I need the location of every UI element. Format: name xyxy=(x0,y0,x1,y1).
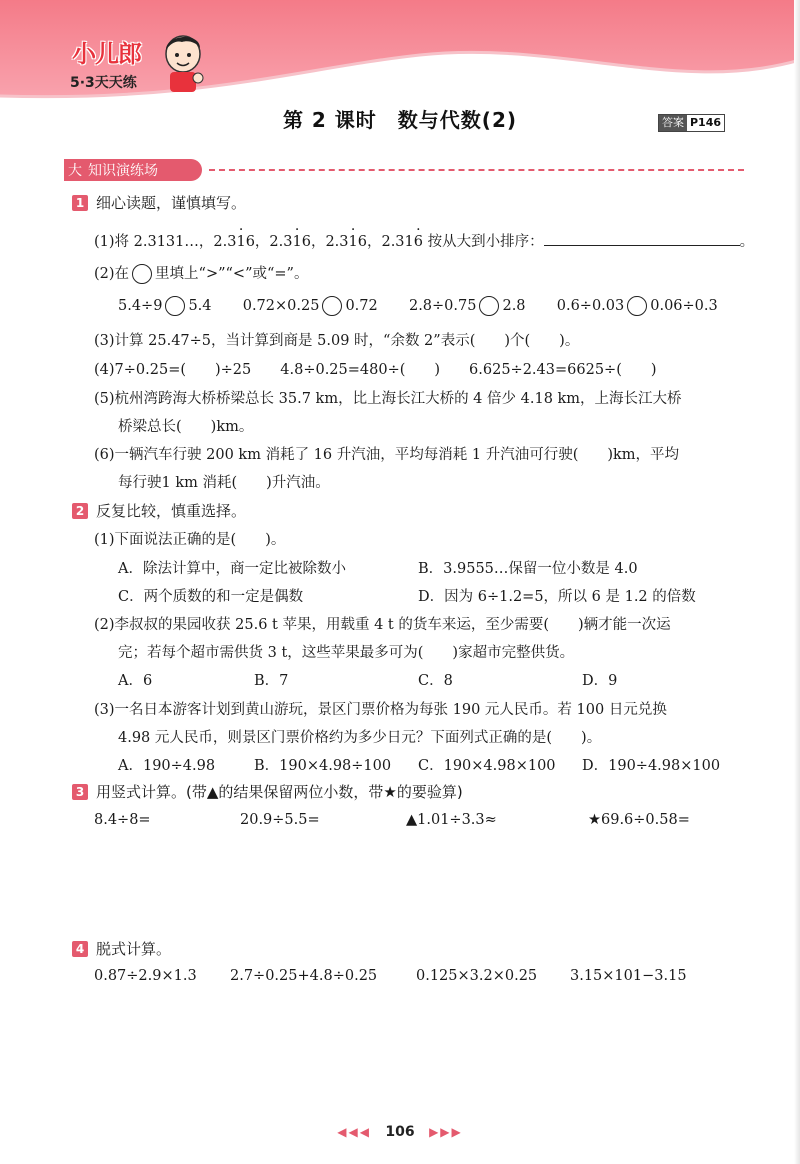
compare-1-circle[interactable] xyxy=(165,296,185,316)
q4-expr-4: 3.15×101−3.15 xyxy=(570,968,687,984)
question-title-1: 细心读题，谨慎填写。 xyxy=(96,194,247,212)
q1-s1-e: 6，2.31 xyxy=(357,234,414,250)
q1-sub5-line1: (5)杭州湾跨海大桥桥梁总长 35.7 km，比上海长江大桥的 4 倍少 4.18 km，上海长江大桥 xyxy=(94,391,682,407)
compare-2-circle[interactable] xyxy=(322,296,342,316)
q2-s1-option-a[interactable]: A．除法计算中，商一定比被除数小 xyxy=(118,561,346,577)
q1-sub1 xyxy=(94,230,754,251)
q3-expr-4: ★69.6÷0.58= xyxy=(588,812,690,828)
lesson-title: 第 2 课时 数与代数(2) xyxy=(282,108,518,132)
section-icon: 大 xyxy=(68,163,82,179)
q1-s1-dot3: · 1 xyxy=(349,234,358,250)
q2-s1-option-c[interactable]: C．两个质数的和一定是偶数 xyxy=(118,589,304,605)
brand-logo xyxy=(60,28,200,98)
question-title-2: 反复比较，慎重选择。 xyxy=(96,502,247,520)
section-banner xyxy=(64,159,744,181)
q2-s2-option-b[interactable]: B．7 xyxy=(254,673,289,689)
section-label: 知识演练场 xyxy=(88,163,158,179)
q1-s2-text-b: 里填上“>”“<”或“=”。 xyxy=(155,266,309,282)
q1-sub5-line2: 桥梁总长( )km。 xyxy=(118,419,254,435)
logo-sub-text: 5·3天天练 xyxy=(70,75,137,91)
q4-expr-1: 0.87÷2.9×1.3 xyxy=(94,968,197,984)
q1-s1-dot2: · 1 xyxy=(292,234,301,250)
q2-sub3-line2: 4.98 元人民币，则景区门票价格约为多少日元？下面列式正确的是( )。 xyxy=(118,730,602,746)
q1-sub6-line1: (6)一辆汽车行驶 200 km 消耗了 16 升汽油，平均每消耗 1 升汽油可行驶( )km，平均 xyxy=(94,447,680,463)
footer-right-arrows-icon: ▶▶▶ xyxy=(429,1125,463,1139)
q1-sub6-line2: 每行驶1 km 消耗( )升汽油。 xyxy=(118,475,330,491)
compare-4-right: 0.06÷0.3 xyxy=(650,298,718,314)
page-edge-shadow xyxy=(794,0,800,1164)
question-number-2: 2 xyxy=(72,503,88,519)
q3-expr-2: 20.9÷5.5= xyxy=(240,812,320,828)
q2-s1-option-b[interactable]: B．3.9555…保留一位小数是 4.0 xyxy=(418,561,638,577)
q2-sub3-line1: (3)一名日本游客计划到黄山游玩，景区门票价格为每张 190 元人民币。若 100 日元兑换 xyxy=(94,702,667,718)
q4-expr-3: 0.125×3.2×0.25 xyxy=(416,968,538,984)
compare-2-left: 0.72×0.25 xyxy=(242,298,320,314)
q3-expr-3: ▲1.01÷3.3≈ xyxy=(406,812,497,828)
q1-s1-dot1: · 1 xyxy=(236,234,245,250)
q2-s3-option-d[interactable]: D．190÷4.98×100 xyxy=(582,758,721,774)
q2-s2-option-a[interactable]: A．6 xyxy=(118,673,153,689)
q1-s1-dot4: · 6 xyxy=(414,234,423,250)
compare-circle-sample xyxy=(132,264,152,284)
logo-main-text: 小儿郎 xyxy=(72,40,141,68)
q2-s1-option-d[interactable]: D．因为 6÷1.2=5，所以 6 是 1.2 的倍数 xyxy=(418,589,696,605)
compare-3-left: 2.8÷0.75 xyxy=(408,298,477,314)
answer-page-tag xyxy=(658,114,725,132)
q2-s2-option-c[interactable]: C．8 xyxy=(418,673,453,689)
compare-3-right: 2.8 xyxy=(502,298,526,314)
q1-s2-text: (2)在 xyxy=(94,266,130,282)
compare-4-left: 0.6÷0.03 xyxy=(556,298,625,314)
section-badge xyxy=(64,159,202,181)
page-number: 106 xyxy=(385,1124,415,1140)
section-dashed-line xyxy=(209,169,744,171)
answer-page: P146 xyxy=(690,116,722,129)
q2-sub2-line2: 完；若每个超市需供货 3 t，这些苹果最多可为( )家超市完整供货。 xyxy=(118,645,575,661)
q4-expr-2: 2.7÷0.25+4.8÷0.25 xyxy=(230,968,378,984)
q2-s3-option-c[interactable]: C．190×4.98×100 xyxy=(418,758,556,774)
q3-expr-1: 8.4÷8= xyxy=(94,812,151,828)
compare-4-circle[interactable] xyxy=(627,296,647,316)
q1-compare-row xyxy=(118,296,718,316)
answer-label: 答案 xyxy=(659,115,687,131)
q1-sub2 xyxy=(94,262,308,284)
page-footer xyxy=(0,1124,800,1140)
q1-s1-f: 按从大到小排序： xyxy=(423,234,544,250)
q2-s2-option-d[interactable]: D．9 xyxy=(582,673,618,689)
q1-s1-a: (1)将 2.3131…，2.3 xyxy=(94,234,237,250)
mascot-boy-icon xyxy=(158,28,208,94)
question-title-4: 脱式计算。 xyxy=(96,940,172,958)
q1-s1-end: 。 xyxy=(739,234,755,250)
q1-s1-c: 6，2.3 xyxy=(301,234,349,250)
q1-s1-b: 6，2.3 xyxy=(245,234,293,250)
q2-s3-option-a[interactable]: A．190÷4.98 xyxy=(118,758,216,774)
q1-sub3: (3)计算 25.47÷5，当计算到商是 5.09 时，“余数 2”表示( )个( )。 xyxy=(94,333,580,349)
question-number-4: 4 xyxy=(72,941,88,957)
compare-1-right: 5.4 xyxy=(188,298,212,314)
q2-sub1: (1)下面说法正确的是( )。 xyxy=(94,532,286,548)
q1-sub4: (4)7÷0.25=( )÷25 4.8÷0.25=480÷( ) 6.625÷2.43=6625÷( ) xyxy=(94,362,657,378)
question-number-3: 3 xyxy=(72,784,88,800)
q2-s3-option-b[interactable]: B．190×4.98÷100 xyxy=(254,758,392,774)
footer-left-arrows-icon: ◀◀◀ xyxy=(337,1125,371,1139)
compare-2-right: 0.72 xyxy=(345,298,378,314)
compare-3-circle[interactable] xyxy=(479,296,499,316)
question-number-1: 1 xyxy=(72,195,88,211)
question-title-3: 用竖式计算。(带▲的结果保留两位小数，带★的要验算) xyxy=(96,783,463,801)
q1-s1-answer-blank[interactable] xyxy=(544,245,740,246)
q2-sub2-line1: (2)李叔叔的果园收获 25.6 t 苹果，用载重 4 t 的货车来运，至少需要( )辆才能一次运 xyxy=(94,617,671,633)
compare-1-left: 5.4÷9 xyxy=(118,298,163,314)
